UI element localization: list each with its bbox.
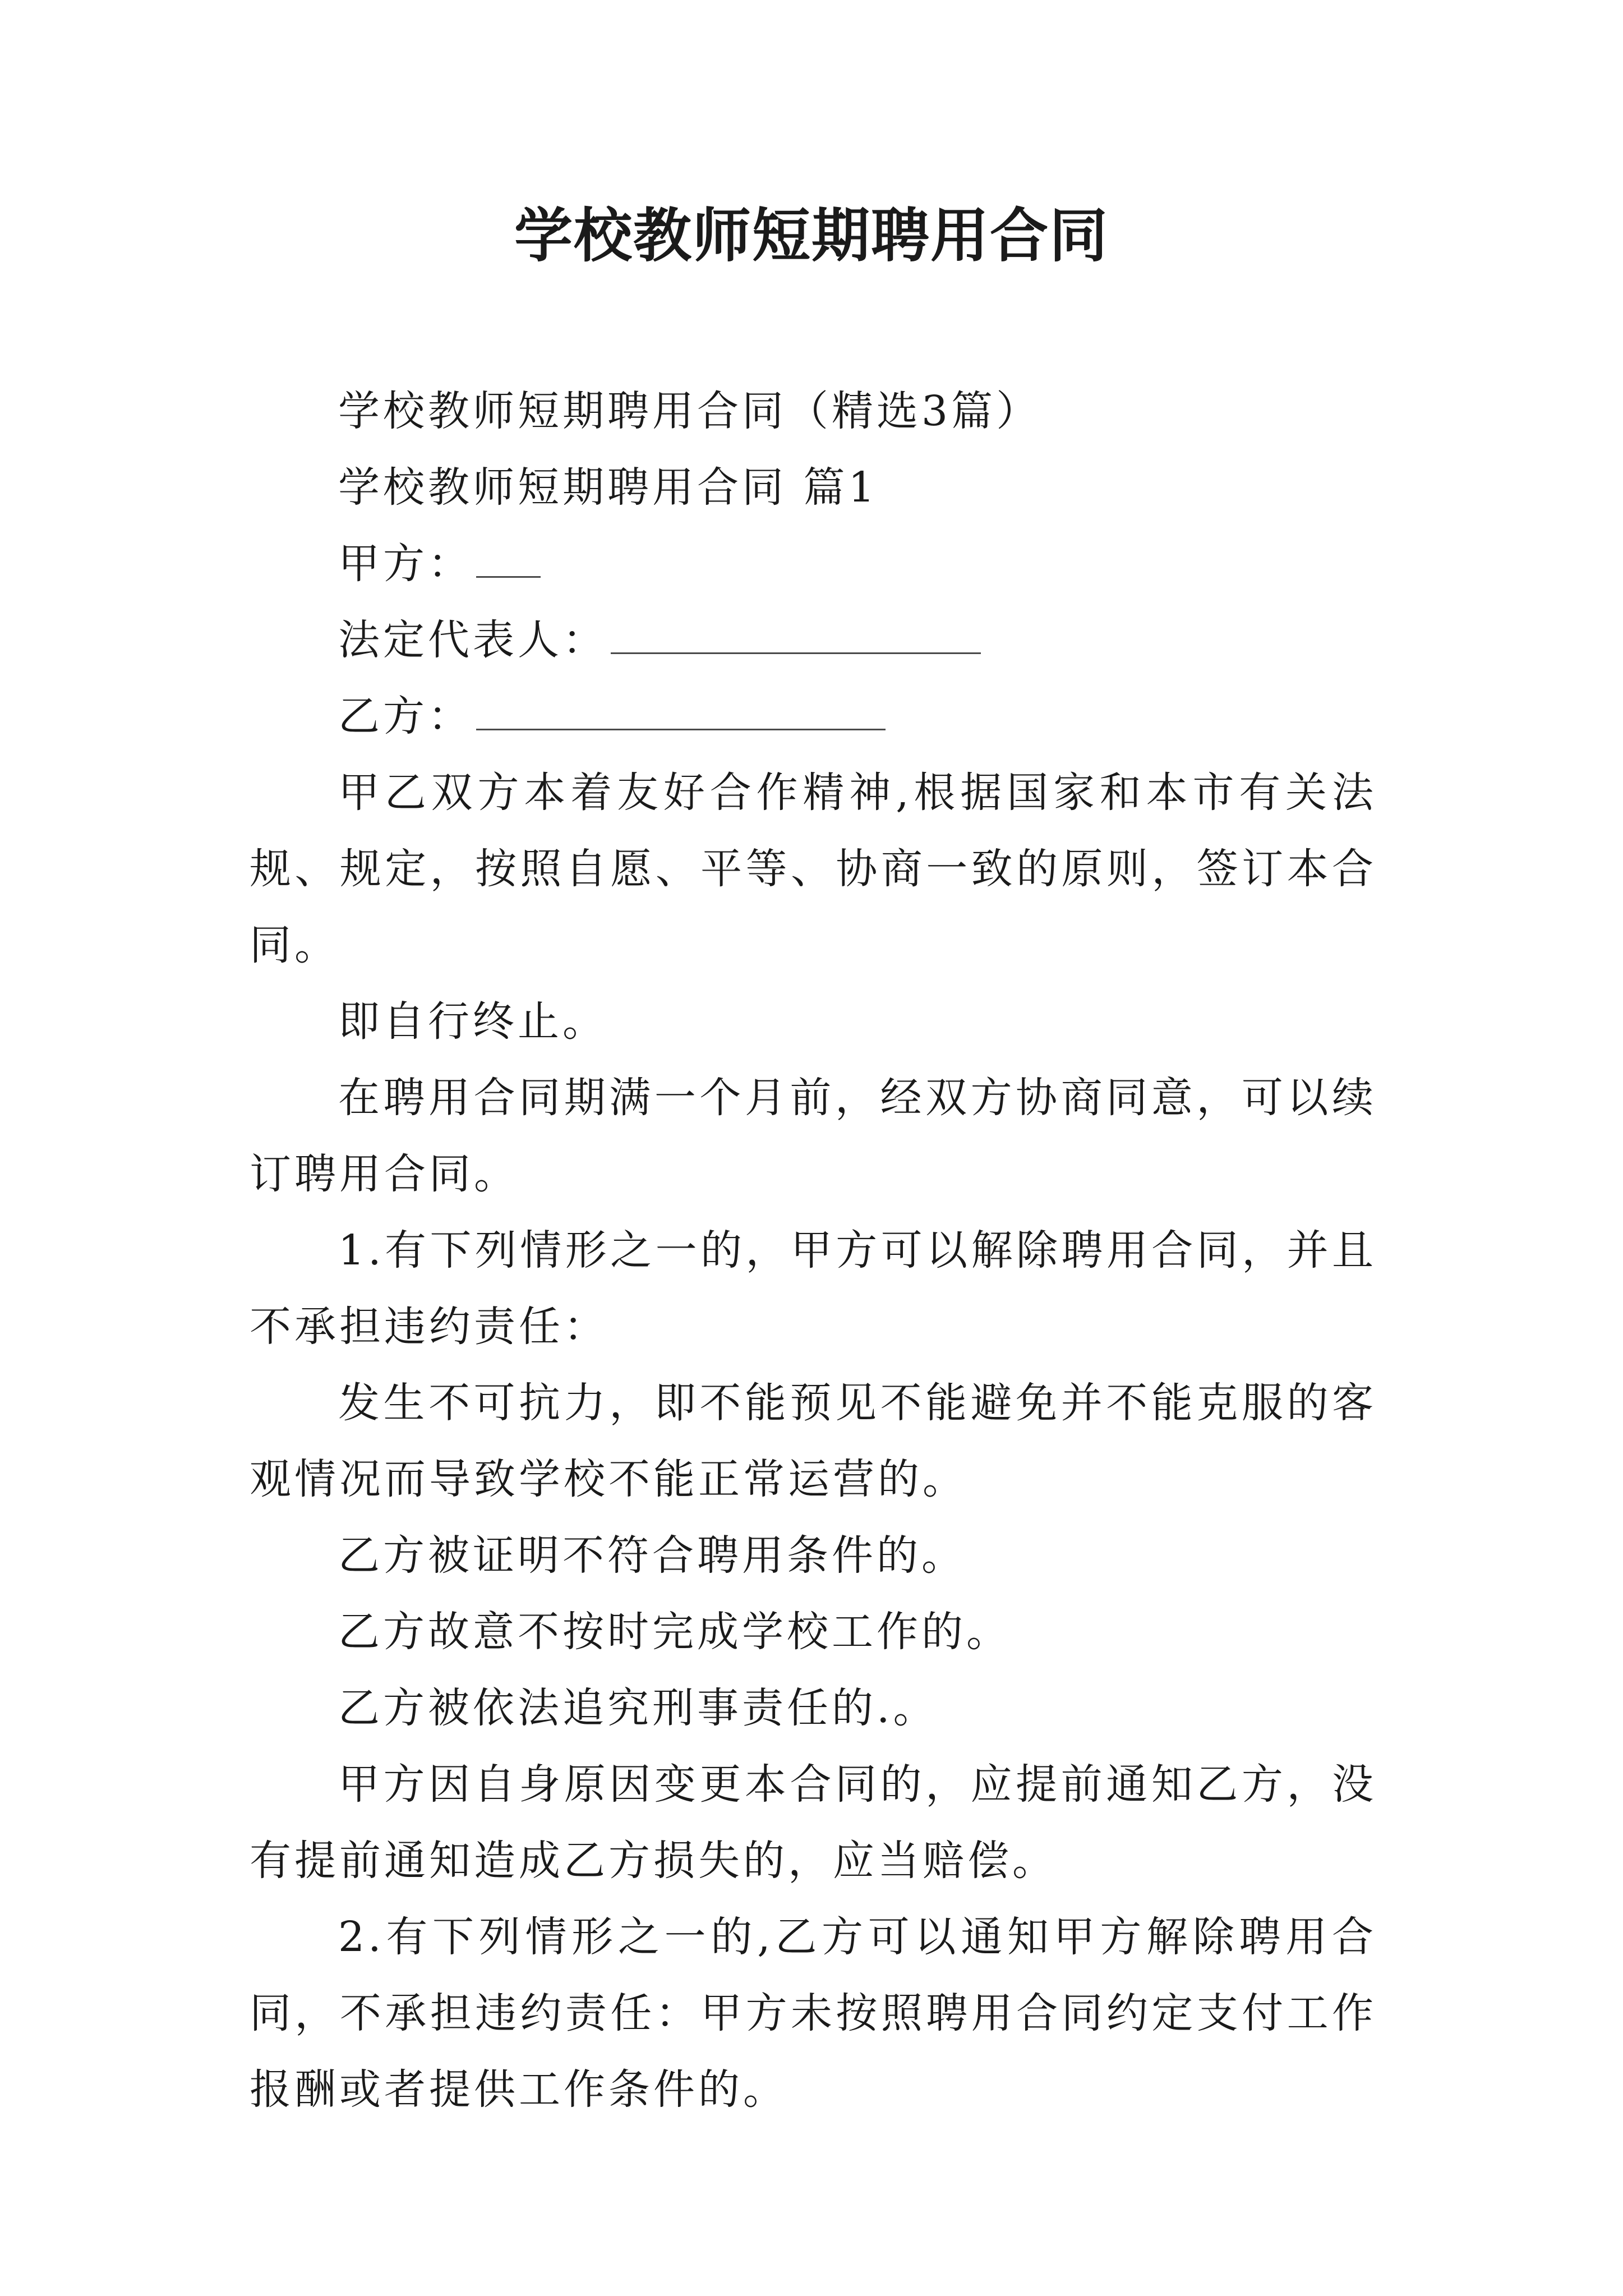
legal-rep-label: 法定代表人：: [338, 616, 607, 664]
document-body: [250, 373, 1377, 2128]
paragraph-clause-1: 1.有下列情形之一的，甲方可以解除聘用合同，并且不承担违约责任：: [250, 1226, 1377, 1351]
party-a-field: [250, 526, 1377, 602]
paragraph-termination: 即自行终止。: [338, 997, 607, 1046]
paragraph-force-majeure: 发生不可抗力，即不能预见不能避免并不能克服的客观情况而导致学校不能正常运营的。: [250, 1379, 1377, 1503]
document-title: 学校教师短期聘用合同: [514, 201, 1109, 270]
party-b-field: [250, 678, 1377, 754]
paragraph-change-notice: 甲方因自身原因变更本合同的，应提前通知乙方，没有提前通知造成乙方损失的，应当赔偿。: [250, 1760, 1377, 1885]
legal-rep-field: [250, 602, 1377, 678]
legal-rep-blank-line: [611, 618, 981, 654]
section-heading: 学校教师短期聘用合同 篇1: [338, 463, 878, 512]
party-a-label: 甲方：: [338, 540, 473, 588]
party-a-blank-line: [476, 541, 541, 578]
party-b-label: 乙方：: [338, 692, 473, 740]
paragraph-criminal: 乙方被依法追究刑事责任的.。: [338, 1684, 938, 1732]
party-b-blank-line: [476, 694, 886, 730]
paragraph-clause-2: 2.有下列情形之一的,乙方可以通知甲方解除聘用合同，不承担违约责任：甲方未按照聘用合同约定支付工作报酬或者提供工作条件的。: [250, 1913, 1377, 2114]
paragraph-renewal: 在聘用合同期满一个月前，经双方协商同意，可以续订聘用合同。: [250, 1074, 1377, 1198]
paragraph-principles: 甲乙双方本着友好合作精神,根据国家和本市有关法规、规定，按照自愿、平等、协商一致的原则，签订本合同。: [250, 769, 1377, 969]
paragraph-late-work: 乙方故意不按时完成学校工作的。: [338, 1608, 1011, 1656]
document-subtitle: 学校教师短期聘用合同（精选3篇）: [338, 387, 1041, 435]
paragraph-unqualified: 乙方被证明不符合聘用条件的。: [338, 1531, 966, 1580]
